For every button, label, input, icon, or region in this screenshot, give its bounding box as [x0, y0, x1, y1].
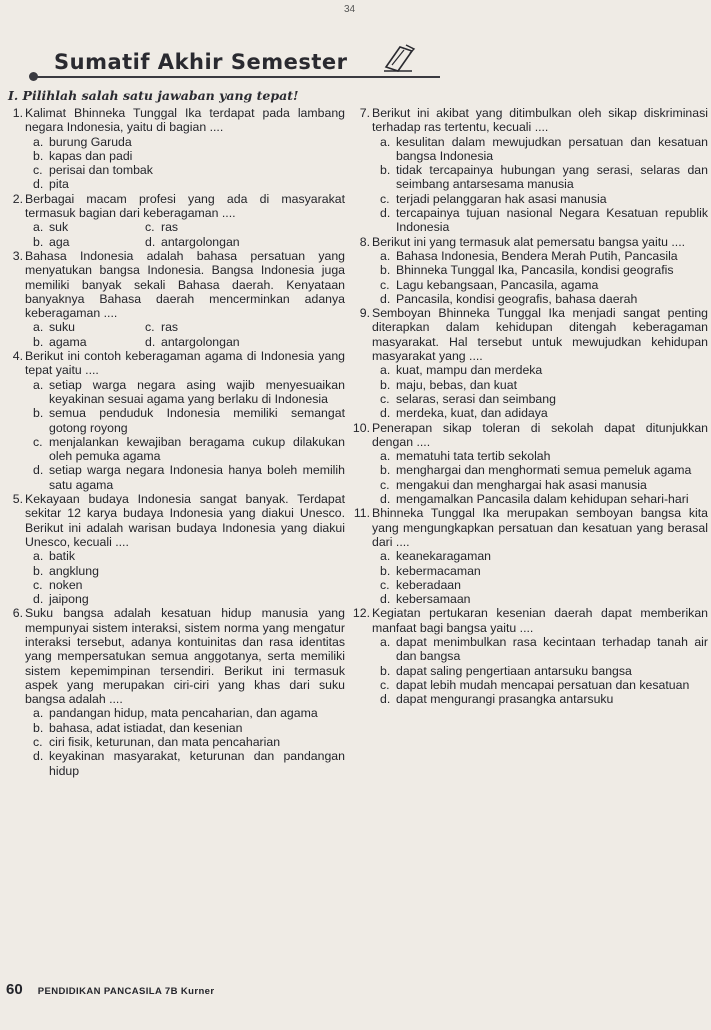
- answer-option: [380, 478, 708, 492]
- question: [5, 492, 345, 606]
- question-stem: Berbagai macam profesi yang ada di masyarakat termasuk bagian dari keberagaman ....: [25, 191, 345, 221]
- option-letter: b.: [380, 563, 391, 578]
- option-text: Bahasa Indonesia, Bendera Merah Putih, Pancasila: [396, 248, 678, 263]
- option-text: antargolongan: [161, 334, 240, 349]
- question: [5, 349, 345, 492]
- answer-option: [380, 664, 708, 678]
- option-letter: d.: [380, 592, 391, 607]
- option-text: menghargai dan menghormati semua pemeluk agama: [396, 463, 692, 478]
- right-question-column: [352, 106, 708, 706]
- question-stem: Suku bangsa adalah kesatuan hidup manusia yang mempunyai sistem interaksi, sistem norma yang mengatur interaksi tersebut, adanya kontuinitas dan rasa identitas yang mempersatukan semua anggotanya, serta memiliki sistem kepemimpinan tersendiri. Berikut ini termasuk aspek yang merupakan ciri-ciri yang khas dari suku bangsa adalah ....: [25, 606, 345, 707]
- section-instruction: I. Pilihlah salah satu jawaban yang tepat!: [8, 88, 299, 103]
- option-text: maju, bebas, dan kuat: [396, 377, 517, 392]
- answer-option: [33, 721, 345, 735]
- answer-option: [145, 320, 345, 334]
- answer-option: [380, 635, 708, 664]
- question-number: 2.: [12, 191, 23, 206]
- pencil-book-icon: [382, 41, 418, 78]
- option-text: antargolongan: [161, 234, 240, 249]
- option-letter: b.: [33, 148, 44, 163]
- option-text: setiap warga negara Indonesia hanya boleh memilih satu agama: [49, 463, 345, 492]
- option-text: kebermacaman: [396, 563, 481, 578]
- option-text: tidak tercapainya hubungan yang serasi, selaras dan seimbang antarsesama manusia: [396, 163, 708, 192]
- answer-options: [25, 378, 345, 492]
- answer-option: [380, 292, 708, 306]
- option-text: ras: [161, 320, 179, 335]
- option-text: noken: [49, 577, 83, 592]
- answer-option: [380, 692, 708, 706]
- answer-option: [33, 163, 345, 177]
- question-stem: Bahasa Indonesia adalah bahasa persatuan yang menyatukan bangsa Indonesia. Bangsa Indonesia juga memiliki banyak sekali Bahasa daerah. Kenyataan banyaknya Bahasa daerah mencerminkan adanya keberagaman ....: [25, 248, 345, 321]
- question-stem: Kegiatan pertukaran kesenian daerah dapat memberikan manfaat bagi bangsa yaitu ....: [372, 606, 708, 635]
- option-letter: c.: [380, 577, 390, 592]
- option-text: mematuhi tata tertib sekolah: [396, 449, 551, 464]
- option-letter: a.: [33, 377, 44, 392]
- question: [5, 192, 345, 249]
- option-text: jaipong: [49, 592, 89, 607]
- question-number: 5.: [12, 492, 23, 507]
- option-letter: c.: [33, 735, 43, 750]
- option-text: bahasa, adat istiadat, dan kesenian: [49, 720, 243, 735]
- option-letter: d.: [33, 463, 44, 478]
- question-number: 12.: [352, 606, 370, 621]
- option-text: dapat saling pengertiaan antarsuku bangsa: [396, 663, 632, 678]
- answer-option: [380, 592, 708, 606]
- option-letter: c.: [380, 277, 390, 292]
- option-letter: d.: [33, 177, 44, 192]
- option-text: keanekaragaman: [396, 549, 492, 564]
- book-title: PENDIDIKAN PANCASILA 7B Kurner: [37, 986, 215, 997]
- question: [352, 606, 708, 706]
- option-text: dapat menimbulkan rasa kecintaan terhadap tanah air dan bangsa: [396, 634, 708, 664]
- answer-option: [145, 335, 345, 349]
- option-text: pita: [49, 177, 69, 192]
- question-number: 6.: [12, 606, 23, 621]
- option-letter: d.: [33, 749, 44, 764]
- question-stem: Kekayaan budaya Indonesia sangat banyak. Terdapat sekitar 12 karya budaya Indonesia yang diakui Unesco. Berikut ini adalah warisan budaya Indonesia yang diakui Unesco, kecuali ....: [25, 492, 345, 549]
- option-letter: a.: [33, 706, 44, 721]
- option-text: agama: [49, 334, 87, 349]
- option-letter: a.: [33, 549, 44, 564]
- handwritten-mark: 34: [344, 4, 356, 15]
- answer-option: [33, 235, 145, 249]
- answer-options: [372, 635, 708, 706]
- answer-option: [33, 406, 345, 435]
- answer-options: [25, 135, 345, 192]
- answer-options: [25, 706, 345, 777]
- question: [352, 421, 708, 507]
- question-number: 11.: [353, 506, 370, 521]
- question-stem: Kalimat Bhinneka Tunggal Ika terdapat pada lambang negara Indonesia, yaitu di bagian ....: [25, 106, 345, 135]
- answer-option: [33, 149, 345, 163]
- answer-option: [380, 406, 708, 420]
- answer-option: [380, 263, 708, 277]
- option-text: keberadaan: [396, 577, 461, 592]
- question-number: 9.: [359, 306, 370, 321]
- option-letter: d.: [380, 206, 391, 221]
- option-letter: c.: [33, 163, 43, 178]
- option-letter: a.: [380, 248, 391, 263]
- answer-option: [380, 678, 708, 692]
- option-letter: a.: [380, 449, 391, 464]
- option-letter: b.: [380, 663, 391, 678]
- option-letter: b.: [33, 334, 44, 349]
- option-text: batik: [49, 549, 75, 564]
- option-text: kesulitan dalam mewujudkan persatuan dan kesatuan bangsa Indonesia: [396, 134, 708, 163]
- answer-option: [33, 135, 345, 149]
- option-text: pandangan hidup, mata pencaharian, dan agama: [49, 706, 318, 721]
- option-text: tercapainya tujuan nasional Negara Kesatuan republik Indonesia: [396, 206, 708, 235]
- option-letter: c.: [380, 391, 390, 406]
- option-letter: c.: [145, 220, 155, 235]
- answer-option: [380, 135, 708, 164]
- option-text: Bhinneka Tunggal Ika, Pancasila, kondisi geografis: [396, 263, 674, 278]
- option-letter: b.: [33, 406, 44, 421]
- option-letter: d.: [33, 592, 44, 607]
- option-letter: c.: [380, 477, 390, 492]
- option-letter: d.: [380, 291, 391, 306]
- question-number: 4.: [12, 349, 23, 364]
- option-text: kapas dan padi: [49, 148, 133, 163]
- page-title: Sumatif Akhir Semester: [54, 50, 348, 74]
- option-text: suku: [49, 320, 75, 335]
- option-text: Lagu kebangsaan, Pancasila, agama: [396, 277, 599, 292]
- question-stem: Bhinneka Tunggal Ika merupakan semboyan bangsa kita yang mengungkapkan persatuan dan kesatuan yang berasal dari ....: [372, 506, 708, 549]
- question-stem: Penerapan sikap toleran di sekolah dapat ditunjukkan dengan ....: [372, 420, 708, 449]
- option-text: ras: [161, 220, 179, 235]
- option-text: menjalankan kewajiban beragama cukup dilakukan oleh pemuka agama: [49, 434, 345, 464]
- option-letter: d.: [145, 234, 156, 249]
- answer-option: [33, 578, 345, 592]
- answer-option: [380, 578, 708, 592]
- question: [352, 306, 708, 420]
- option-letter: b.: [33, 234, 44, 249]
- option-text: kebersamaan: [396, 592, 471, 607]
- option-letter: d.: [380, 692, 391, 707]
- option-letter: a.: [33, 134, 44, 149]
- answer-option: [33, 435, 345, 464]
- answer-options: [25, 320, 345, 349]
- option-letter: d.: [145, 334, 156, 349]
- option-text: aga: [49, 234, 70, 249]
- answer-option: [145, 235, 345, 249]
- question-number: 8.: [359, 234, 370, 249]
- answer-option: [33, 564, 345, 578]
- option-letter: c.: [380, 191, 390, 206]
- option-letter: c.: [380, 677, 390, 692]
- option-text: burung Garuda: [49, 134, 132, 149]
- question: [5, 606, 345, 778]
- answer-option: [380, 163, 708, 192]
- question-stem: Berikut ini contoh keberagaman agama di Indonesia yang tepat yaitu ....: [25, 349, 345, 378]
- page-number: 60: [6, 981, 23, 998]
- option-letter: b.: [380, 263, 391, 278]
- option-letter: c.: [33, 577, 43, 592]
- question-number: 10.: [352, 420, 370, 435]
- question-number: 7.: [359, 106, 370, 120]
- question-stem: Berikut ini akibat yang ditimbulkan oleh sikap diskriminasi terhadap ras tertentu, kecuali ....: [372, 106, 708, 135]
- option-letter: b.: [33, 720, 44, 735]
- question: [352, 506, 708, 606]
- option-letter: b.: [33, 563, 44, 578]
- answer-option: [33, 549, 345, 563]
- answer-option: [380, 492, 708, 506]
- option-text: dapat mengurangi prasangka antarsuku: [396, 692, 614, 707]
- option-text: setiap warga negara asing wajib menyesuaikan keyakinan sesuai agama yang berlaku di Indonesia: [49, 377, 345, 406]
- option-letter: b.: [380, 377, 391, 392]
- option-letter: c.: [33, 434, 43, 449]
- option-letter: d.: [380, 492, 391, 507]
- answer-option: [380, 392, 708, 406]
- option-text: keyakinan masyarakat, keturunan dan pandangan hidup: [49, 749, 345, 778]
- option-text: terjadi pelanggaran hak asasi manusia: [396, 191, 607, 206]
- option-text: suk: [49, 220, 69, 235]
- answer-options: [372, 135, 708, 235]
- option-text: Pancasila, kondisi geografis, bahasa daerah: [396, 291, 638, 306]
- option-letter: a.: [380, 549, 391, 564]
- answer-option: [380, 378, 708, 392]
- option-letter: b.: [380, 163, 391, 178]
- question-number: 1.: [12, 106, 23, 120]
- option-text: ciri fisik, keturunan, dan mata pencaharian: [49, 735, 281, 750]
- option-text: perisai dan tombak: [49, 163, 153, 178]
- option-text: mengamalkan Pancasila dalam kehidupan sehari-hari: [396, 492, 689, 507]
- option-letter: a.: [33, 220, 44, 235]
- option-letter: a.: [380, 634, 391, 649]
- question: [5, 249, 345, 349]
- option-text: dapat lebih mudah mencapai persatuan dan kesatuan: [396, 677, 690, 692]
- option-letter: a.: [33, 320, 44, 335]
- answer-option: [33, 592, 345, 606]
- page-footer: [6, 981, 214, 998]
- option-text: kuat, mampu dan merdeka: [396, 363, 543, 378]
- option-text: angklung: [49, 563, 99, 578]
- answer-option: [380, 278, 708, 292]
- answer-option: [380, 249, 708, 263]
- option-letter: a.: [380, 363, 391, 378]
- answer-options: [372, 249, 708, 306]
- answer-option: [33, 220, 145, 234]
- option-letter: b.: [380, 463, 391, 478]
- question-stem: Semboyan Bhinneka Tunggal Ika menjadi sangat penting diterapkan dalam kehidupan ditengah keberagaman masyarakat. Hal tersebut untuk mewujudkan kehidupan masyarakat yang ....: [372, 306, 708, 364]
- answer-options: [25, 220, 345, 249]
- answer-option: [33, 177, 345, 191]
- answer-options: [372, 549, 708, 606]
- option-text: semua penduduk Indonesia memiliki semangat gotong royong: [49, 406, 345, 435]
- answer-option: [33, 320, 145, 334]
- answer-option: [33, 706, 345, 720]
- option-letter: d.: [380, 406, 391, 421]
- option-letter: c.: [145, 320, 155, 335]
- option-letter: a.: [380, 134, 391, 149]
- question-stem: Berikut ini yang termasuk alat pemersatu bangsa yaitu ....: [372, 234, 686, 249]
- answer-option: [380, 463, 708, 477]
- answer-option: [33, 378, 345, 407]
- answer-option: [380, 206, 708, 235]
- question: [5, 106, 345, 192]
- question: [352, 235, 708, 306]
- answer-option: [380, 549, 708, 563]
- answer-options: [25, 549, 345, 606]
- answer-option: [380, 192, 708, 206]
- option-text: mengakui dan menghargai hak asasi manusia: [396, 477, 647, 492]
- title-rule: [34, 76, 440, 78]
- answer-option: [380, 449, 708, 463]
- option-text: merdeka, kuat, dan adidaya: [396, 406, 548, 421]
- answer-option: [380, 564, 708, 578]
- answer-option: [33, 735, 345, 749]
- answer-option: [33, 749, 345, 778]
- answer-option: [33, 463, 345, 492]
- option-text: selaras, serasi dan seimbang: [396, 391, 556, 406]
- answer-option: [145, 220, 345, 234]
- question-number: 3.: [12, 248, 23, 263]
- question: [352, 106, 708, 235]
- answer-options: [372, 449, 708, 506]
- answer-option: [33, 335, 145, 349]
- left-question-column: [5, 106, 345, 778]
- answer-option: [380, 363, 708, 377]
- answer-options: [372, 363, 708, 420]
